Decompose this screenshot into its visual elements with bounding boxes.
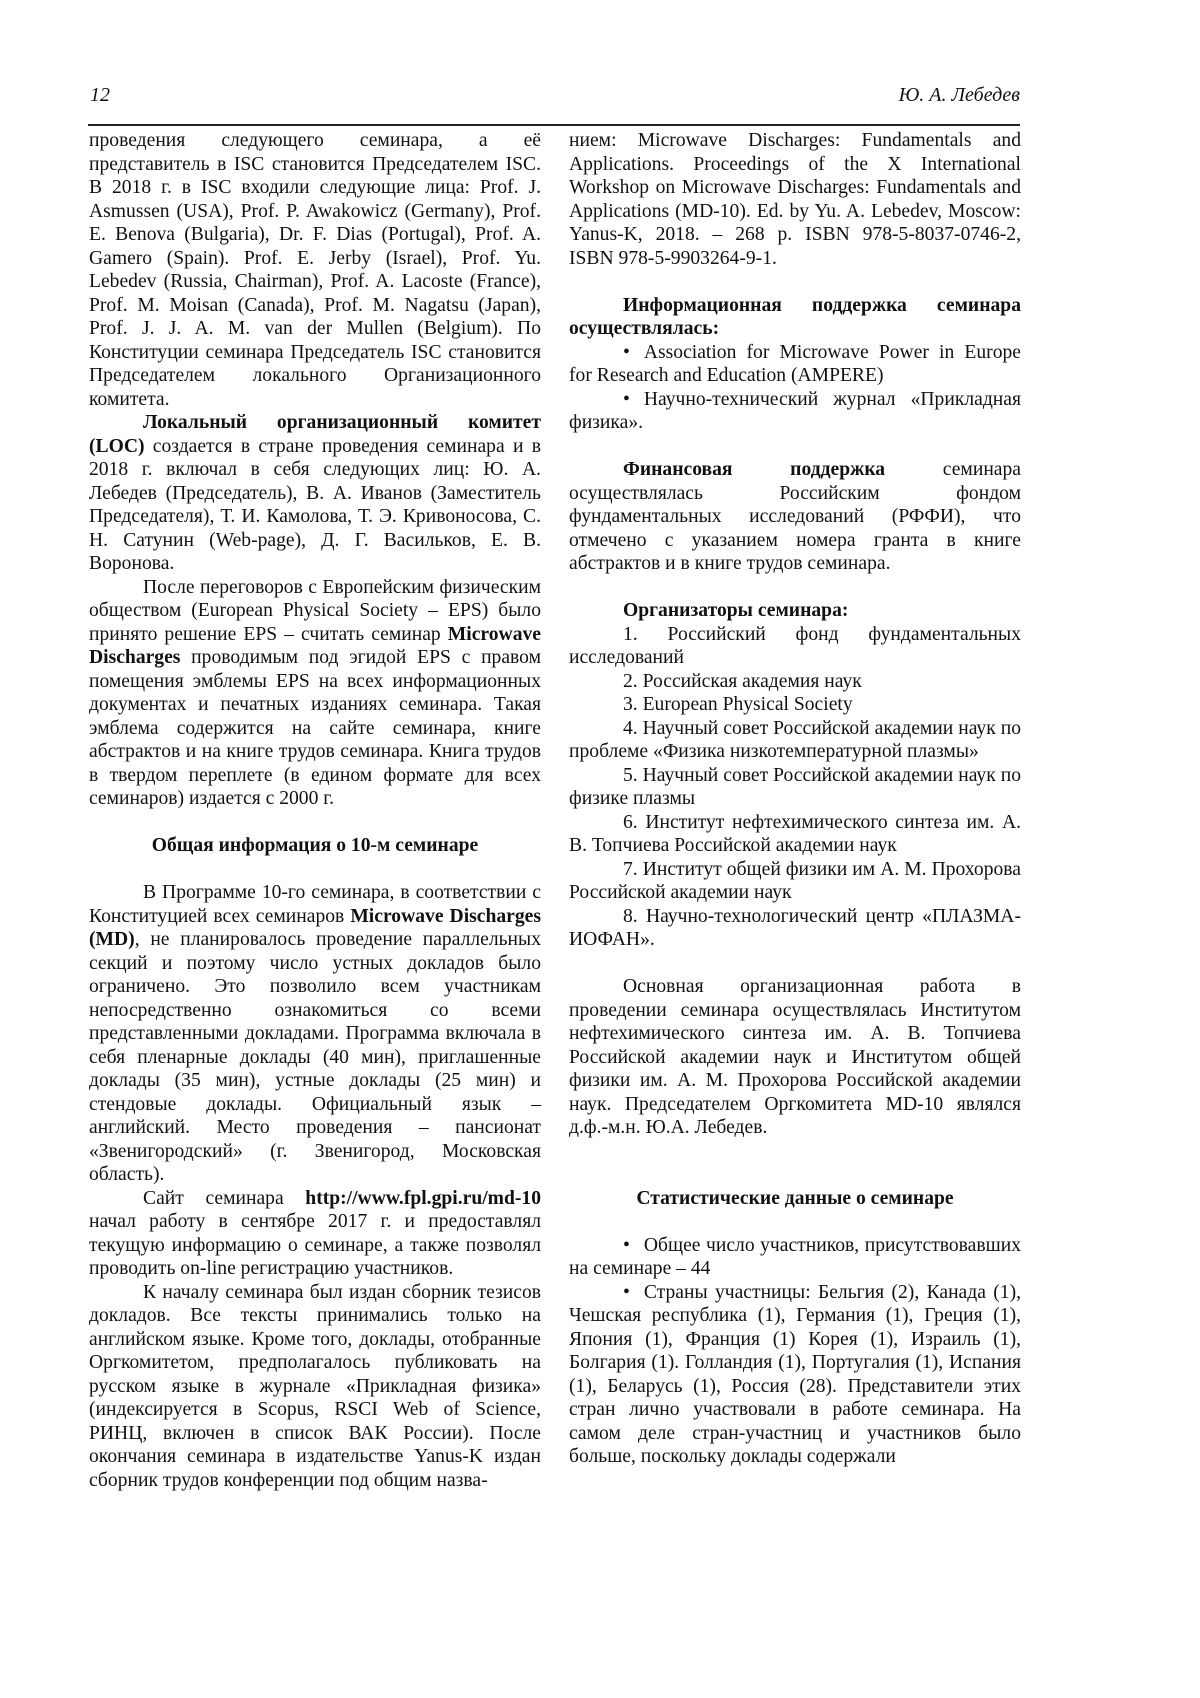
list-item: 1. Российский фонд фундаментальных исследований	[569, 623, 1021, 670]
text: проводимым под эгидой EPS с правом помещения эмблемы EPS на всех информационных документах и печатных изданиях семинара. Такая эмблема содержится на сайте семинара, книге абстрактов и на книге трудов семинара. Книга трудов в твердом переплете (в едином формате для всех семинаров) издается с 2000 г.	[89, 647, 541, 809]
paragraph-loc	[89, 411, 541, 576]
paragraph-abstracts: К началу семинара был издан сборник тезисов докладов. Все тексты принимались только на английском языке. Кроме того, доклады, отобранные Оргкомитетом, предполагалось публиковать на русском языке в журнале «Прикладная физика» (индексируется в Scopus, RSCI Web of Science, РИНЦ, включен в список ВАК России). После окончания семинара в издательстве Yanus-K издан сборник трудов конференции под общим назва-	[89, 1281, 541, 1493]
list-item: • Общее число участников, присутствовавших на семинаре – 44	[569, 1234, 1021, 1281]
text: создается в стране проведения семинара и в 2018 г. включал в себя следующих лиц: Ю. А. Лебедев (Председатель), В. А. Иванов (Заместитель Председателя), Т. И. Камолова, Т. Э. Кривоносова, С. Н. Сатунин (Web-page), Д. Г. Васильков, Е. В. Воронова.	[89, 436, 541, 575]
paragraph-program	[89, 881, 541, 1187]
text: После переговоров с Европейским физическим обществом (European Physical Society – EPS) было принято решение EPS – считать семинар	[89, 577, 541, 645]
list-item: 6. Институт нефтехимического синтеза им. А. В. Топчиева Российской академии наук	[569, 811, 1021, 858]
info-support-heading: Информационная поддержка семинара осуществлялась:	[569, 294, 1021, 341]
page-number: 12	[90, 84, 110, 107]
right-column	[569, 129, 1021, 1469]
paragraph-finance	[569, 458, 1021, 576]
list-item: 4. Научный совет Российской академии наук по проблеме «Физика низкотемпературной плазмы»	[569, 717, 1021, 764]
section-heading-statistics: Статистические данные о семинаре	[569, 1187, 1021, 1211]
list-item: 8. Научно-технологический центр «ПЛАЗМА-ИОФАН».	[569, 905, 1021, 952]
paragraph-main-organization: Основная организационная работа в проведении семинара осуществлялась Институтом нефтехимического синтеза им. А. В. Топчиева Российской академии наук и Институтом общей физики им. А. М. Прохорова Российской академии наук. Председателем Оргкомитета MD-10 являлся д.ф.-м.н. Ю.А. Лебедев.	[569, 975, 1021, 1140]
list-item: 5. Научный совет Российской академии наук по физике плазмы	[569, 764, 1021, 811]
list-item: • Association for Microwave Power in Europe for Research and Education (AMPERE)	[569, 341, 1021, 388]
running-header-author: Ю. А. Лебедев	[899, 84, 1020, 107]
list-item: 3. European Physical Society	[569, 693, 1021, 717]
text: , не планировалось проведение параллельных секций и поэтому число устных докладов было ограничено. Это позволило всем участникам непосредственно ознакомиться со всеми представленными докладами. Программа включала в себя пленарные доклады (40 мин), приглашенные доклады (35 мин), устные доклады (25 мин) и стендовые доклады. Официальный язык – английский. Место проведения – пансионат «Звенигородский» (г. Звенигород, Московская область).	[89, 929, 541, 1185]
section-heading-general: Общая информация о 10-м семинаре	[89, 834, 541, 858]
list-item: 7. Институт общей физики им А. М. Прохорова Российской академии наук	[569, 858, 1021, 905]
text: В Программе 10-го семинара, в соответствии с Конституцией всех семинаров	[89, 882, 541, 927]
text: Сайт семинара	[143, 1188, 305, 1209]
header-rule	[88, 124, 1020, 126]
bold-term: Microwave Discharges	[89, 624, 541, 669]
list-item: • Научно-технический журнал «Прикладная физика».	[569, 388, 1021, 435]
paragraph-site	[89, 1187, 541, 1281]
left-column	[89, 129, 541, 1492]
bold-term: Финансовая поддержка	[623, 459, 885, 480]
paragraph-proceedings: нием: Microwave Discharges: Fundamentals and Applications. Proceedings of the X International Workshop on Microwave Discharges: Fundamentals and Applications (MD-10). Ed. by Yu. A. Lebedev, Moscow: Yanus-K, 2018. – 268 p. ISBN 978-5-8037-0746-2, ISBN 978-5-9903264-9-1.	[569, 129, 1021, 270]
list-item: 2. Российская академия наук	[569, 670, 1021, 694]
paragraph-eps	[89, 576, 541, 811]
bold-term: Microwave Discharges (MD)	[89, 906, 541, 951]
list-item: • Страны участницы: Бельгия (2), Канада (1), Чешская республика (1), Германия (1), Греция (1), Япония (1), Франция (1) Корея (1), Израиль (1), Болгария (1). Голландия (1), Португалия (1), Испания (1), Беларусь (1), Россия (28). Представители этих стран лично участвовали в работе семинара. На самом деле стран-участниц и участников было больше, поскольку доклады содержали	[569, 1281, 1021, 1469]
paragraph-isc: проведения следующего семинара, а её представитель в ISC становится Председателем ISC. В 2018 г. в ISC входили следующие лица: Prof. J. Asmussen (USA), Prof. P. Awakowicz (Germany), Prof. E. Benova (Bulgaria), Dr. F. Dias (Portugal), Prof. A. Gamero (Spain). Prof. E. Jerby (Israel), Prof. Yu. Lebedev (Russia, Chairman), Prof. A. Lacoste (France), Prof. M. Moisan (Canada), Prof. M. Nagatsu (Japan), Prof. J. J. A. M. van der Mullen (Belgium). По Конституции семинара Председатель ISC становится Председателем локального Организационного комитета.	[89, 129, 541, 411]
site-url: http://www.fpl.gpi.ru/md-10	[305, 1188, 541, 1209]
organizers-heading: Организаторы семинара:	[569, 599, 1021, 623]
bold-term: Локальный организационный комитет (LOC)	[89, 412, 541, 457]
text: начал работу в сентябре 2017 г. и предоставлял текущую информацию о семинаре, а также позволял проводить on-line регистрацию участников.	[89, 1211, 541, 1279]
text: семинара осуществлялась Российским фондом фундаментальных исследований (РФФИ), что отмечено с указанием номера гранта в книге абстрактов и в книге трудов семинара.	[569, 459, 1021, 574]
